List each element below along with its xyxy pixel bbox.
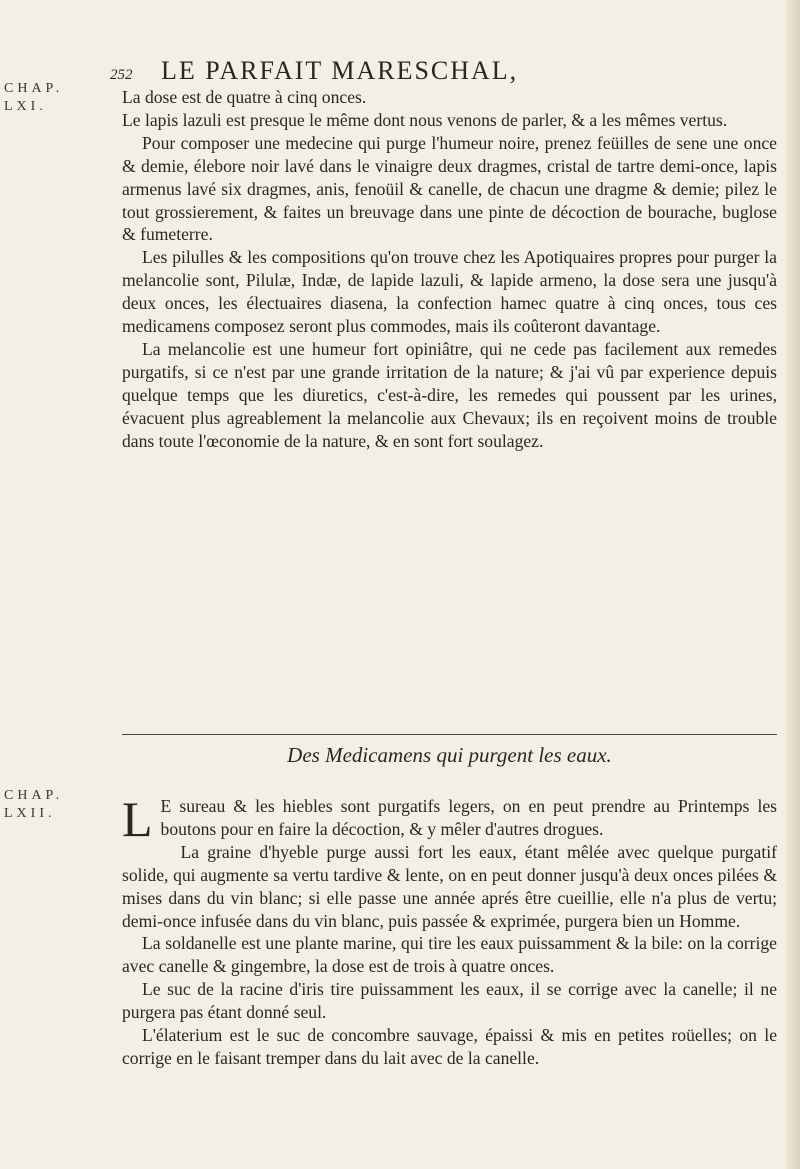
- paragraph: [122, 791, 777, 847]
- paragraph: La melancolie est une humeur fort opiniâtre, qui ne cede pas facilement aux remedes purgatifs, si ce n'est par une grande irritation de la nature; & j'ai vû par experience depuis quelque temps que les diuretics, c'est-à-dire, les remedes qui poussent par les urines, évacuent plus agreablement la melancolie aux Chevaux; ils en reçoivent moins de trouble dans toute l'œconomie de la nature, & en sont fort soulagez.: [122, 338, 777, 451]
- margin-chapter-note: [4, 80, 64, 116]
- margin-chapter-number: LXI.: [4, 99, 47, 114]
- paragraph-text: E sureau & les hiebles sont purgatifs legers, on en peut prendre au Printemps les boutons pour en faire la décoction, & y mêler d'autres drogues.: [160, 796, 777, 839]
- page-edge: [786, 0, 800, 1169]
- margin-chapter-label: CHAP.: [4, 788, 64, 803]
- margin-chapter-label: CHAP.: [4, 81, 64, 96]
- section-heading: Des Medicamens qui purgent les eaux.: [287, 743, 612, 767]
- paragraph: Le lapis lazuli est presque le même dont nous venons de parler, & a les mêmes vertus.: [122, 109, 728, 130]
- margin-chapter-note: [4, 787, 64, 823]
- paragraph: Le suc de la racine d'iris tire puissamment les eaux, il se corrige avec la canelle; il ne purgera pas étant donné seul.: [122, 979, 777, 1023]
- section-divider: [122, 734, 777, 735]
- paragraph: L'élaterium est le suc de concombre sauvage, épaissi & mis en petites roüelles; on le corrige en le faisant tremper dans du lait avec de la canelle.: [122, 1025, 777, 1068]
- paragraph: La soldanelle est une plante marine, qui tire les eaux puissamment & la bile: on la corrige avec canelle & gingembre, la dose est de trois à quatre onces.: [122, 933, 777, 977]
- page-number: 252: [110, 67, 133, 83]
- paragraph: Les pilulles & les compositions qu'on trouve chez les Apotiquaires propres pour purger la melancolie sont, Pilulæ, Indæ, de lapide lazuli, & lapide armeno, la dose sera une jusqu'à deux onces, les électuaires diasena, la confection hamec quatre à cinq onces, tous ces medicamens composez seront plus commodes, mais ils coûteront davantage.: [122, 247, 777, 337]
- paragraph: La graine d'hyeble purge aussi fort les eaux, étant mêlée avec quelque purgatif solide, qui augmente sa vertu tardive & lente, on en peut donner jusqu'à deux onces pilées & mises dans du vin blanc; si elle passe une année aprés être cueillie, elle n'a plus de vertu; demi-once infusée dans du vin blanc, puis passée & exprimée, purgera bien un Homme.: [122, 841, 777, 931]
- paragraph: La dose est de quatre à cinq onces.: [122, 87, 367, 107]
- drop-cap: L: [122, 791, 153, 847]
- text-block-purgatives: [122, 791, 777, 1070]
- paragraph: Pour composer une medecine qui purge l'humeur noire, prenez feüilles de sene une once & demie, élebore noir lavé dans le vinaigre deux dragmes, cristal de tartre demi-once, lapis armenus lavé six dragmes, anis, fenoüil & canelle, de chacun une dragme & demie; pilez le tout grossierement, & faites un breuvage dans une pinte de décoction de bourache, buglose & fumeterre.: [122, 132, 777, 245]
- text-block-melancholy: [122, 86, 777, 453]
- running-title: LE PARFAIT MARESCHAL,: [161, 56, 519, 85]
- margin-chapter-number: LXII.: [4, 806, 56, 821]
